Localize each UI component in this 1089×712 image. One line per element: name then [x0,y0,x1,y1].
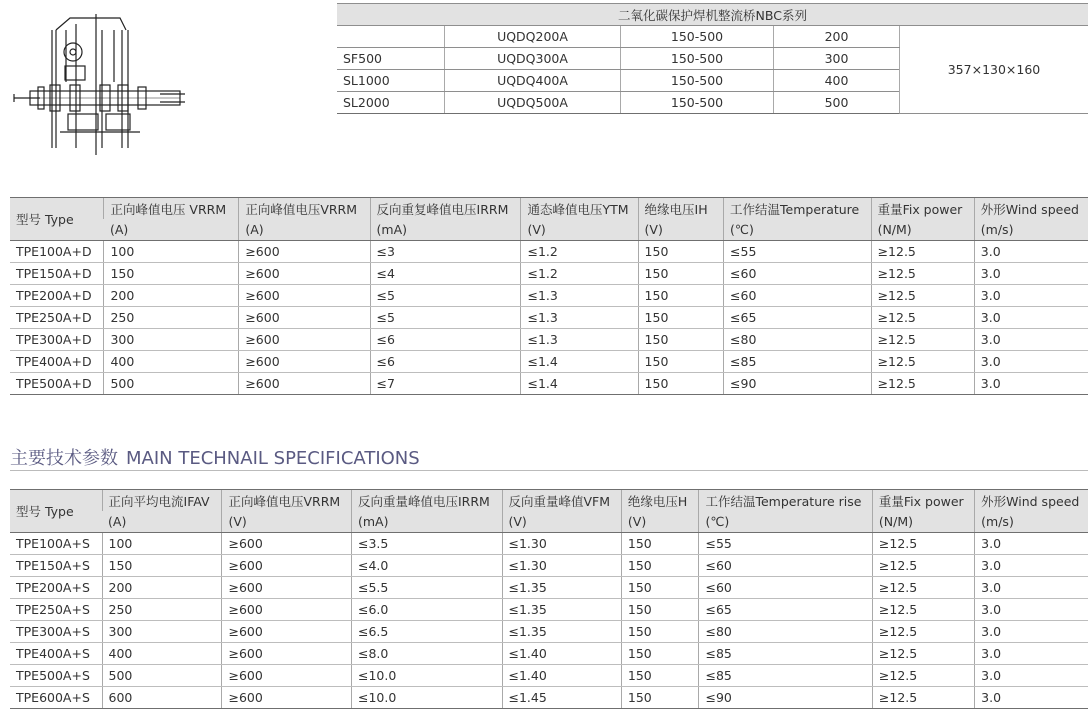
table-cell: ≤1.45 [502,687,621,709]
table-cell: 150 [638,285,724,307]
table-cell: ≥12.5 [871,307,974,329]
column-unit: (A) [102,511,222,533]
table-cell: 150-500 [621,26,774,48]
table-cell: 150 [102,555,222,577]
table-cell: ≤6 [370,351,521,373]
table-cell: 3.0 [974,285,1088,307]
table-cell: 150 [638,263,724,285]
table-cell: ≥600 [222,621,352,643]
table-cell: UQDQ400A [445,70,621,92]
table-cell: 3.0 [975,665,1088,687]
table-cell: ≤5 [370,307,521,329]
table-cell: 3.0 [974,307,1088,329]
column-unit: (N/M) [871,219,974,241]
table-cell: ≥600 [222,577,352,599]
table-cell: ≤4.0 [352,555,503,577]
table-cell: ≥12.5 [872,643,974,665]
column-header: 外形Wind speed [974,198,1088,220]
table-cell: ≤1.3 [521,307,638,329]
table-cell: UQDQ200A [445,26,621,48]
table-cell: ≤1.35 [502,577,621,599]
table-cell: 3.0 [975,687,1088,709]
section-title-cn: 主要技术参数 [10,448,118,469]
table-row [10,577,1088,599]
table-cell: 200 [102,577,222,599]
column-header: 正向平均电流IFAV [102,490,222,512]
table-cell: TPE300A+D [10,329,104,351]
table-cell: 150 [621,621,699,643]
column-unit: (V) [521,219,638,241]
model-header: 型号 Type [10,198,104,241]
table-cell: ≥600 [239,329,370,351]
table-cell: ≤1.2 [521,241,638,263]
table-cell: TPE500A+D [10,373,104,395]
table-row [10,285,1088,307]
table-cell: 400 [774,70,900,92]
table-cell: ≤10.0 [352,687,503,709]
table-cell: 100 [102,533,222,555]
table-cell: TPE250A+S [10,599,102,621]
table-cell: 3.0 [974,373,1088,395]
table-row [10,351,1088,373]
table-row [10,687,1088,709]
table-cell: 3.0 [975,533,1088,555]
table-cell: ≤80 [699,621,872,643]
column-header: 工作结温Temperature [724,198,872,220]
table-cell: ≤10.0 [352,665,503,687]
section-title-en: MAIN TECHNAIL SPECIFICATIONS [126,448,420,469]
column-header: 正向峰值电压VRRM [239,198,370,220]
table-cell: ≤1.30 [502,555,621,577]
table-cell: ≤5.5 [352,577,503,599]
table-cell: ≤90 [699,687,872,709]
table-cell: 300 [104,329,239,351]
table-cell: ≤1.40 [502,643,621,665]
table-cell: ≤80 [724,329,872,351]
column-unit: (m/s) [975,511,1088,533]
table-cell: ≤7 [370,373,521,395]
table-cell: ≤8.0 [352,643,503,665]
table-cell: ≤1.40 [502,665,621,687]
table-cell: ≤3 [370,241,521,263]
table-cell: TPE150A+S [10,555,102,577]
table-cell: 250 [104,307,239,329]
table-cell: TPE500A+S [10,665,102,687]
column-unit: (V) [222,511,352,533]
table-cell: 3.0 [974,351,1088,373]
table-cell [337,26,445,48]
table-cell: ≤5 [370,285,521,307]
table-cell: ≥600 [222,599,352,621]
table-cell: 150 [621,577,699,599]
table-cell: TPE600A+S [10,687,102,709]
table-cell: ≥600 [239,351,370,373]
table-cell: 3.0 [974,263,1088,285]
table-cell: TPE400A+D [10,351,104,373]
table-cell: TPE250A+D [10,307,104,329]
table-row [10,555,1088,577]
table-cell: 150 [621,555,699,577]
column-unit: (mA) [352,511,503,533]
table-cell: ≤55 [699,533,872,555]
table-cell: ≤6.5 [352,621,503,643]
table-cell: ≤1.30 [502,533,621,555]
table-cell: 150-500 [621,70,774,92]
table-cell: ≤55 [724,241,872,263]
table-row [10,621,1088,643]
table-cell: ≥12.5 [872,687,974,709]
table-cell: 500 [104,373,239,395]
column-unit: (A) [239,219,370,241]
table-cell: ≥12.5 [871,285,974,307]
table-cell: 150 [638,351,724,373]
rectifier-drawing-image [10,10,190,155]
table-cell: 300 [102,621,222,643]
table-cell: ≥12.5 [872,665,974,687]
model-header: 型号 Type [10,490,102,533]
table-row [10,307,1088,329]
table-cell: ≤1.3 [521,329,638,351]
column-unit: (m/s) [974,219,1088,241]
nbc-series-table [337,3,1088,114]
column-unit: (℃) [699,511,872,533]
table-cell: TPE400A+S [10,643,102,665]
table-cell: 3.0 [975,577,1088,599]
table-cell: ≤65 [699,599,872,621]
column-unit: (V) [502,511,621,533]
table-row [10,263,1088,285]
table-cell: 150 [621,687,699,709]
table-cell: ≤60 [724,263,872,285]
table-cell: ≥600 [239,307,370,329]
column-header: 外形Wind speed [975,490,1088,512]
table-cell: ≤1.35 [502,621,621,643]
table-cell: ≤85 [724,351,872,373]
section-heading [10,444,1088,471]
column-unit: (A) [104,219,239,241]
table-cell: ≤3.5 [352,533,503,555]
table-cell: ≥600 [239,241,370,263]
nbc-series-title: 二氧化碳保护焊机整流桥NBC系列 [337,4,1088,26]
column-header: 绝缘电压H [621,490,699,512]
table-cell: ≥12.5 [872,555,974,577]
table-cell: 150 [638,373,724,395]
table-cell: 200 [104,285,239,307]
table-cell: 100 [104,241,239,263]
spec-table-s [10,489,1088,709]
table-cell: 3.0 [975,555,1088,577]
column-header: 反向重量峰值电压IRRM [352,490,503,512]
table-row [10,665,1088,687]
table-cell: 150 [621,643,699,665]
table-cell: ≤1.35 [502,599,621,621]
table-cell: ≤4 [370,263,521,285]
table-cell: 200 [774,26,900,48]
table-cell: 150 [638,241,724,263]
table-cell: ≤60 [699,555,872,577]
table-cell: TPE200A+S [10,577,102,599]
table-cell: ≤90 [724,373,872,395]
column-header: 重量Fix power [871,198,974,220]
table-cell: ≤1.4 [521,373,638,395]
table-cell: 500 [774,92,900,114]
table-cell: 600 [102,687,222,709]
table-cell: ≤60 [699,577,872,599]
column-unit: (℃) [724,219,872,241]
column-unit: (N/M) [872,511,974,533]
table-row [10,599,1088,621]
table-cell: ≥12.5 [871,373,974,395]
table-cell: ≥12.5 [872,599,974,621]
table-cell: ≥12.5 [871,329,974,351]
table-cell: 150-500 [621,92,774,114]
table-cell: 400 [104,351,239,373]
table-cell: TPE150A+D [10,263,104,285]
column-header: 工作结温Temperature rise [699,490,872,512]
table-cell: 150 [638,329,724,351]
table-cell: 150 [621,665,699,687]
table-cell: 250 [102,599,222,621]
table-row [10,533,1088,555]
table-row [10,643,1088,665]
table-cell: ≤1.3 [521,285,638,307]
table-cell: UQDQ300A [445,48,621,70]
table-cell: ≥600 [239,373,370,395]
column-unit: (V) [638,219,724,241]
table-cell: SL1000 [337,70,445,92]
table-cell: SF500 [337,48,445,70]
table-cell: ≤60 [724,285,872,307]
spec-table-d [10,197,1088,395]
column-header: 反向重复峰值电压IRRM [370,198,521,220]
column-unit: (V) [621,511,699,533]
table-cell: ≤1.2 [521,263,638,285]
table-cell: TPE300A+S [10,621,102,643]
table-cell: 3.0 [975,621,1088,643]
table-cell: ≥600 [239,263,370,285]
table-cell: SL2000 [337,92,445,114]
table-cell: 3.0 [974,329,1088,351]
column-header: 通态峰值电压YTM [521,198,638,220]
column-header: 重量Fix power [872,490,974,512]
table-cell: UQDQ500A [445,92,621,114]
table-cell: ≥12.5 [871,263,974,285]
table-cell: ≤6.0 [352,599,503,621]
table-cell: 150 [638,307,724,329]
table-cell: ≥12.5 [872,533,974,555]
table-cell: ≥12.5 [872,577,974,599]
table-cell: ≤1.4 [521,351,638,373]
table-row [10,373,1088,395]
table-cell: 150-500 [621,48,774,70]
table-row [10,241,1088,263]
table-cell: 400 [102,643,222,665]
column-header: 正向峰值电压 VRRM [104,198,239,220]
column-header: 正向峰值电压VRRM [222,490,352,512]
table-cell: ≥600 [222,665,352,687]
table-cell: TPE100A+S [10,533,102,555]
table-cell: 3.0 [974,241,1088,263]
table-cell: TPE200A+D [10,285,104,307]
table-cell: ≥600 [222,687,352,709]
table-row [10,329,1088,351]
table-cell: TPE100A+D [10,241,104,263]
table-cell: 500 [102,665,222,687]
dimension-cell: 357×130×160 [900,26,1089,114]
column-header: 绝缘电压IH [638,198,724,220]
table-cell: ≤65 [724,307,872,329]
table-cell: ≤85 [699,665,872,687]
column-unit: (mA) [370,219,521,241]
table-cell: 150 [621,533,699,555]
table-cell: ≥600 [239,285,370,307]
table-cell: ≤85 [699,643,872,665]
table-cell: ≥600 [222,643,352,665]
table-cell: 3.0 [975,643,1088,665]
table-cell: 150 [621,599,699,621]
table-cell: ≥12.5 [872,621,974,643]
table-cell: ≥600 [222,533,352,555]
table-cell: ≥600 [222,555,352,577]
table-cell: 150 [104,263,239,285]
table-cell: ≤6 [370,329,521,351]
table-cell: 300 [774,48,900,70]
table-cell: ≥12.5 [871,351,974,373]
table-cell: ≥12.5 [871,241,974,263]
table-cell: 3.0 [975,599,1088,621]
column-header: 反向重量峰值VFM [502,490,621,512]
